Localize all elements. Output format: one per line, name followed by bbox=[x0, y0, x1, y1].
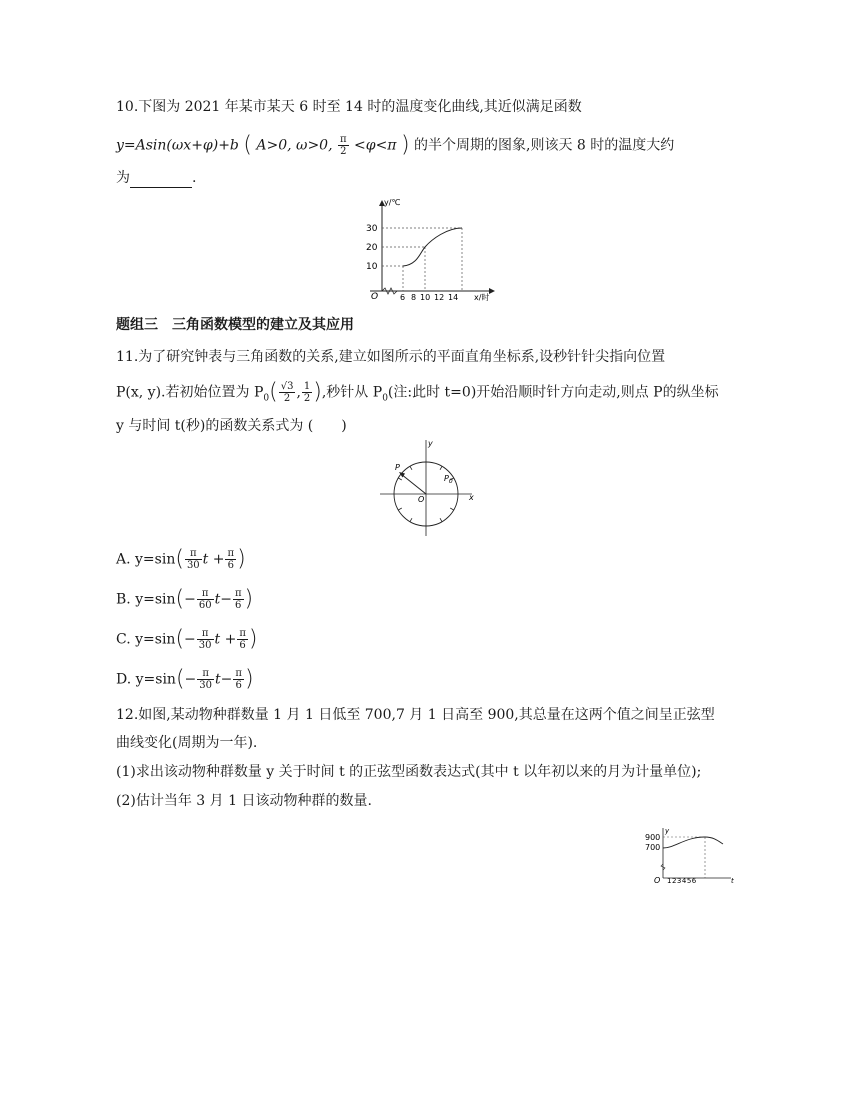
x-tick-8: 8 bbox=[411, 293, 417, 302]
q10-line2-tail: 的半个周期的图象,则该天 8 时的温度大约 bbox=[414, 137, 675, 154]
answer-blank bbox=[130, 173, 192, 188]
y-tick-20: 20 bbox=[366, 243, 378, 253]
y-axis-label: y/℃ bbox=[384, 198, 401, 207]
q12-line4: (2)估计当年 3 月 1 日该动物种群的数量. bbox=[116, 793, 372, 809]
q10-paren-open: ( bbox=[243, 132, 252, 158]
q12-line2: 曲线变化(周期为一年). bbox=[116, 735, 258, 751]
q12-population-graph bbox=[645, 826, 740, 884]
second-hand bbox=[401, 474, 426, 494]
pop-t-label: t bbox=[731, 877, 734, 884]
clock-x-label: x bbox=[469, 493, 474, 502]
x-axis-label: x/时 bbox=[474, 293, 490, 302]
x-tick-10: 10 bbox=[420, 293, 431, 302]
q11-line2: P(x, y).若初始位置为 $P_0$( $\frac{√3}{2}$ , $\frac{1}{2}$ ),秒针从 $P_0$(注:此时 t=0)开始沿顺时针方向走动,则点 P的纵坐标 bbox=[116, 379, 719, 405]
q11-line3: y 与时间 t(秒)的函数关系式为 ( ) bbox=[116, 418, 347, 434]
option-b[interactable]: B. y=sin(− $\frac{\pi}{60}$ t− $\frac{\pi}{6}$ ) bbox=[116, 586, 254, 612]
pop-y-label: y bbox=[665, 827, 670, 835]
q12-line1: 12.如图,某动物种群数量 1 月 1 日低至 700,7 月 1 日高至 900,其总量在这两个值之间呈正弦型 bbox=[116, 707, 715, 723]
q10-frac-pi-2: $\frac{\pi}{2}$ bbox=[340, 134, 347, 157]
option-d[interactable]: D. y=sin(− $\frac{\pi}{30}$ t− $\frac{\pi}{6}$ ) bbox=[116, 666, 254, 692]
frac-1-2: $\frac{1}{2}$ bbox=[303, 381, 311, 404]
x-tick-14: 14 bbox=[448, 293, 459, 302]
x-tick-12: 12 bbox=[434, 293, 445, 302]
y-tick-10: 10 bbox=[366, 262, 378, 272]
pop-tick-700: 700 bbox=[645, 843, 661, 852]
q10-line2 bbox=[116, 134, 674, 157]
q10-temperature-graph bbox=[362, 195, 502, 303]
q12-line3: (1)求出该动物种群数量 y 关于时间 t 的正弦型函数表达式(其中 t 以年初以来的月为计量单位); bbox=[116, 764, 702, 780]
clock-y-label: y bbox=[428, 439, 433, 448]
q10-formula-a: y=Asin(ωx+φ)+b bbox=[116, 137, 239, 154]
point-p: P bbox=[395, 463, 400, 472]
clock-origin: O bbox=[418, 495, 425, 504]
option-c[interactable]: C. y=sin(− $\frac{\pi}{30}$ t + $\frac{\pi}{6}$ ) bbox=[116, 626, 258, 652]
population-curve bbox=[663, 837, 723, 848]
origin-label: O bbox=[371, 292, 379, 302]
pop-x-ticks: 123456 bbox=[667, 877, 697, 884]
section-title: 题组三 三角函数模型的建立及其应用 bbox=[116, 317, 354, 333]
option-a[interactable]: A. y=sin( $\frac{\pi}{30}$ t + $\frac{\pi}{6}$ ) bbox=[116, 546, 246, 572]
pop-origin: O bbox=[654, 876, 661, 884]
q10-paren-close: ) bbox=[400, 132, 410, 158]
point-p0: $P_0$ bbox=[444, 474, 453, 485]
q10-line1: 10.下图为 2021 年某市某天 6 时至 14 时的温度变化曲线,其近似满足函数 bbox=[116, 99, 582, 115]
q10-line3: 为 . bbox=[116, 170, 197, 186]
pop-tick-900: 900 bbox=[645, 833, 661, 842]
q11-clock-diagram bbox=[378, 438, 478, 538]
q10-formula-c: <φ<π bbox=[354, 137, 397, 154]
q11-line1: 11.为了研究钟表与三角函数的关系,建立如图所示的平面直角坐标系,设秒针针尖指向位置 bbox=[116, 349, 666, 365]
frac-sqrt3-2: $\frac{√3}{2}$ bbox=[280, 381, 294, 404]
x-tick-6: 6 bbox=[400, 293, 406, 302]
y-tick-30: 30 bbox=[366, 224, 378, 234]
q10-formula-b: A>0, ω>0, bbox=[256, 137, 333, 154]
